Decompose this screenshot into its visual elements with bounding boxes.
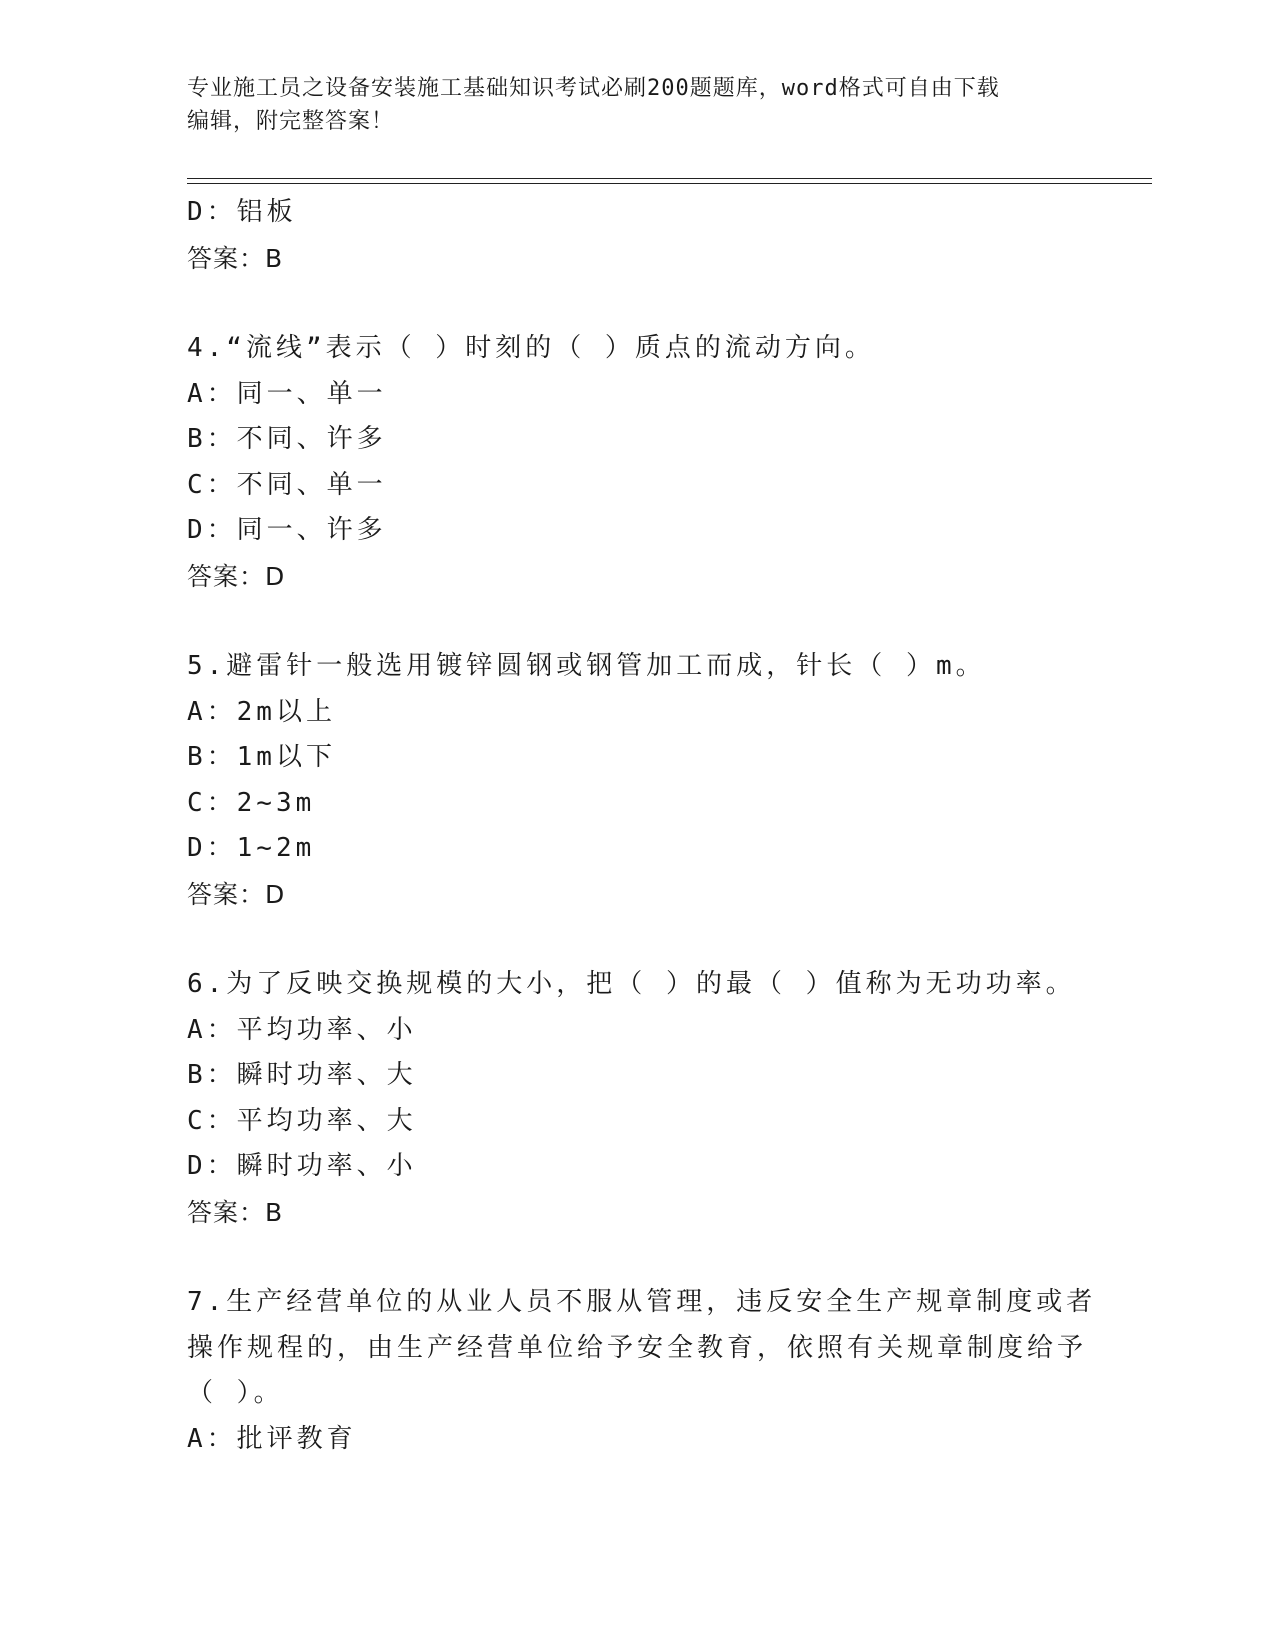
header-title-line-2: 编辑，附完整答案！ — [187, 109, 395, 134]
question-6 — [187, 962, 1076, 1235]
question-stem-line-3: （ ）。 — [187, 1378, 284, 1408]
answer-line: 答案：B — [187, 243, 284, 273]
option-a: A：同一、单一 — [187, 378, 387, 409]
answer-line: 答案：D — [187, 879, 286, 909]
question-7 — [187, 1280, 1097, 1462]
header-divider-bottom — [187, 183, 1152, 184]
option-d: D：瞬时功率、小 — [187, 1151, 417, 1181]
option-d: D：铝板 — [187, 197, 297, 227]
document-body — [187, 190, 1097, 1462]
header-divider-top — [187, 178, 1152, 179]
option-d: D：同一、许多 — [187, 515, 387, 545]
option-c: C：2~3m — [187, 787, 316, 818]
spacer — [187, 917, 1067, 962]
option-a: A：2m以上 — [187, 696, 336, 727]
spacer — [187, 599, 1067, 644]
header-title-line-1: 专业施工员之设备安装施工基础知识考试必刷200题题库，word格式可自由下载 — [187, 76, 1000, 101]
document-header — [187, 72, 1067, 138]
question-4 — [187, 326, 1067, 599]
question-stem: 5.避雷针一般选用镀锌圆钢或钢管加工而成，针长（ ）m。 — [187, 651, 986, 681]
question-stem: 6.为了反映交换规模的大小，把（ ）的最（ ）值称为无功功率。 — [187, 969, 1076, 999]
spacer — [187, 1235, 1067, 1280]
option-a: A：批评教育 — [187, 1423, 357, 1454]
answer-line: 答案：B — [187, 1197, 284, 1227]
question-stem-line-2: 操作规程的，由生产经营单位给予安全教育，依照有关规章制度给予 — [187, 1332, 1088, 1363]
option-c: C：不同、单一 — [187, 469, 387, 500]
option-b: B：不同、许多 — [187, 424, 387, 454]
question-5 — [187, 644, 1067, 917]
question-stem-line-1: 7.生产经营单位的从业人员不服从管理，违反安全生产规章制度或者 — [187, 1287, 1097, 1317]
spacer — [187, 281, 1067, 326]
option-d: D：1~2m — [187, 833, 316, 863]
question-stem: 4.“流线”表示（ ）时刻的（ ）质点的流动方向。 — [187, 333, 875, 363]
option-b: B：瞬时功率、大 — [187, 1060, 417, 1090]
option-c: C：平均功率、大 — [187, 1105, 417, 1136]
option-a: A：平均功率、小 — [187, 1014, 417, 1045]
option-b: B：1m以下 — [187, 742, 336, 772]
answer-line: 答案：D — [187, 561, 286, 591]
